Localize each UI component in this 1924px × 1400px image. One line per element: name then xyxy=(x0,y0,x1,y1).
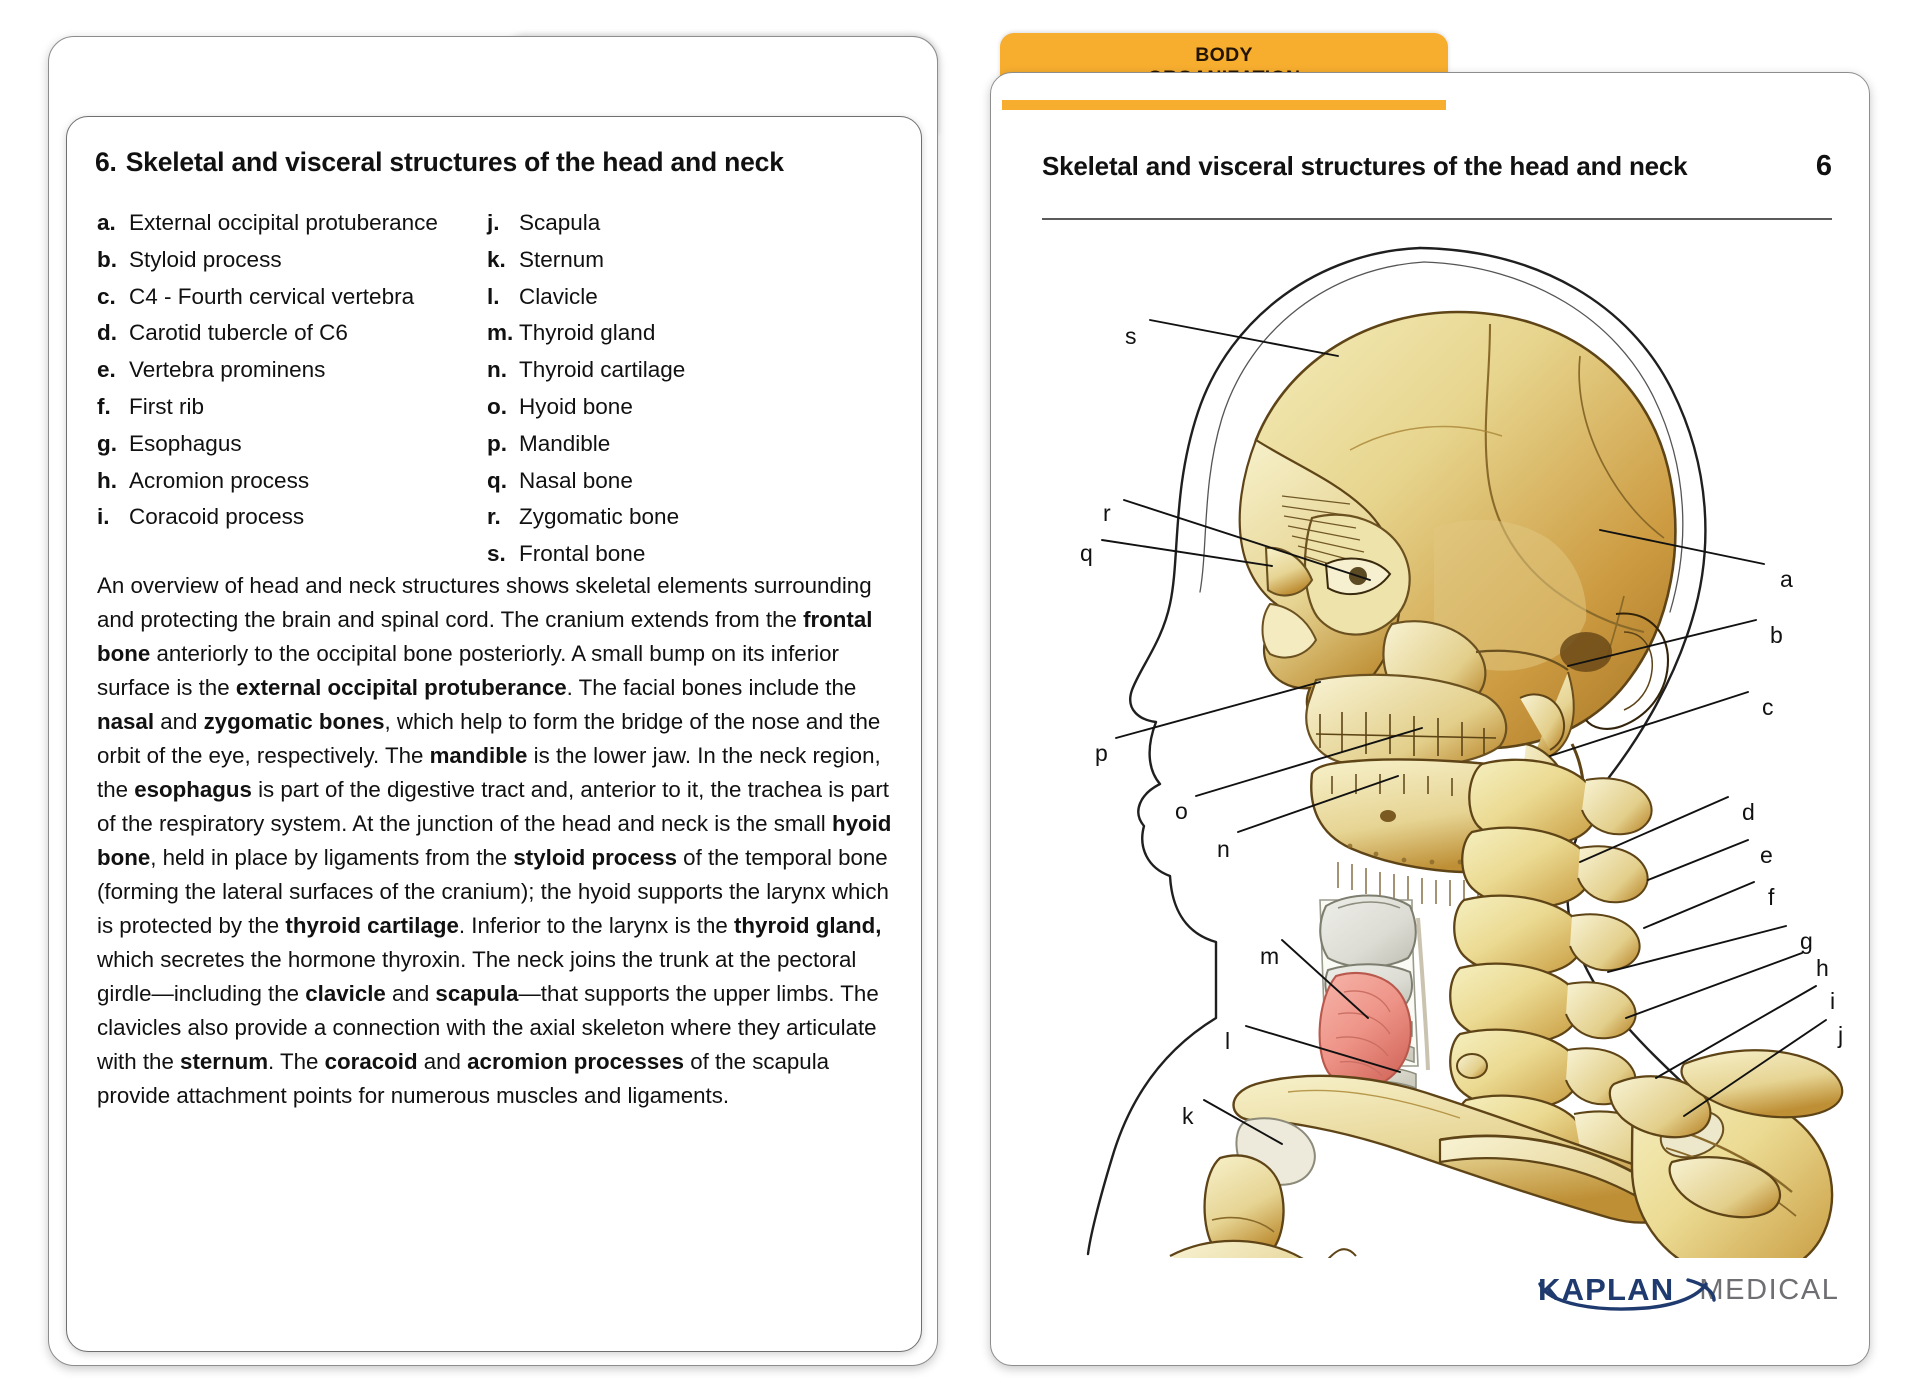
kaplan-medical-logo xyxy=(1538,1262,1840,1318)
key-item-letter: l. xyxy=(487,283,500,309)
key-item-letter: h. xyxy=(97,467,117,493)
diagram-label-r: r xyxy=(1103,500,1111,526)
category-tab-seam xyxy=(1002,100,1446,110)
header-divider xyxy=(1042,218,1832,220)
list-item xyxy=(97,242,497,279)
key-item-label: Coracoid process xyxy=(129,504,305,530)
key-item-letter: f. xyxy=(97,393,111,419)
diagram-label-i: i xyxy=(1830,988,1836,1014)
key-item-label: Scapula xyxy=(519,210,601,235)
left-card-inner-panel xyxy=(66,116,922,1352)
description-paragraph: An overview of head and neck structures shows skeletal elements surrounding and protecting the brain and spinal cord. The cranium extends from the frontal bone anteriorly to the occipital bone posteriorly. A small bump on its inferior surface is the external occipital protuberance. The facial bones include the nasal and zygomatic bones, which help to form the bridge of the nose and the orbit of the eye, respectively. The mandible is the lower jaw. In the neck region, the esophagus is part of the digestive tract and, anterior to it, the trachea is part of the respiratory system. At the junction of the head and neck is the small hyoid bone, held in place by ligaments from the styloid process of the temporal bone (forming the lateral surfaces of the cranium); the hyoid supports the larynx which is protected by the thyroid cartilage. Inferior to the larynx is the thyroid gland, which secretes the hormone thyroxin. The neck joins the trunk at the pectoral girdle—including the clavicle and scapula—that supports the upper limbs. The clavicles also provide a connection with the axial skeleton where they articulate with the sternum. The coracoid and acromion processes of the scapula provide attachment points for numerous muscles and ligaments. xyxy=(97,573,892,1108)
key-item-letter: m. xyxy=(487,320,514,346)
diagram-label-q: q xyxy=(1080,540,1093,566)
diagram-label-o: o xyxy=(1175,798,1188,824)
list-item xyxy=(97,389,497,426)
list-item xyxy=(97,463,497,500)
diagram-label-s: s xyxy=(1125,323,1137,349)
anatomy-illustration xyxy=(1020,228,1860,1258)
key-item-label: C4 - Fourth cervical vertebra xyxy=(129,283,415,309)
list-item xyxy=(487,242,887,279)
list-item xyxy=(97,315,497,352)
key-item-letter: i. xyxy=(97,504,110,530)
key-item-label: Thyroid gland xyxy=(519,320,656,346)
diagram-label-f: f xyxy=(1768,884,1775,910)
list-item xyxy=(97,499,497,536)
category-tab-line1: BODY xyxy=(1195,44,1253,66)
left-card-title xyxy=(95,147,895,178)
list-item xyxy=(97,279,497,316)
key-item-letter: p. xyxy=(487,430,507,456)
key-item-letter: c. xyxy=(97,283,116,309)
list-item xyxy=(487,279,887,316)
list-item xyxy=(487,536,887,573)
list-item xyxy=(97,426,497,463)
list-item xyxy=(97,352,497,389)
diagram-label-g: g xyxy=(1800,928,1813,954)
label-key-column-right xyxy=(487,205,887,573)
key-item-label: First rib xyxy=(129,393,204,419)
list-item xyxy=(487,463,887,500)
diagram-label-b: b xyxy=(1770,622,1783,648)
left-card-title-text: Skeletal and visceral structures of the head and neck xyxy=(125,147,784,177)
key-item-letter: b. xyxy=(97,246,117,272)
key-item-letter: e. xyxy=(97,357,116,383)
key-item-letter: s. xyxy=(487,541,506,567)
key-item-label: Mandible xyxy=(519,430,611,456)
right-card-header xyxy=(1042,150,1832,183)
list-item xyxy=(487,426,887,463)
list-item xyxy=(487,499,887,536)
key-item-letter: d. xyxy=(97,320,117,346)
diagram-label-n: n xyxy=(1217,836,1230,862)
diagram-label-k: k xyxy=(1182,1103,1194,1129)
key-item-letter: n. xyxy=(487,357,507,383)
right-card-title: Skeletal and visceral structures of the head and neck xyxy=(1042,151,1688,181)
list-item xyxy=(97,205,497,242)
key-item-label: Sternum xyxy=(519,246,605,272)
kaplan-medical-text: MEDICAL xyxy=(1699,1273,1840,1306)
key-item-label: Clavicle xyxy=(519,283,598,309)
list-item xyxy=(487,315,887,352)
key-item-letter: q. xyxy=(487,467,507,493)
kaplan-brand-text: KAPLAN xyxy=(1538,1272,1675,1307)
diagram-label-e: e xyxy=(1760,842,1773,868)
left-card-number: 6. xyxy=(95,147,117,177)
key-item-label: Frontal bone xyxy=(519,541,646,567)
key-item-label: Thyroid cartilage xyxy=(519,357,686,383)
key-item-letter: g. xyxy=(97,430,117,456)
label-key-column-left xyxy=(97,205,497,536)
list-item xyxy=(487,352,887,389)
key-item-label: Styloid process xyxy=(129,246,282,272)
list-item xyxy=(487,389,887,426)
key-item-letter: a. xyxy=(97,210,116,235)
diagram-label-l: l xyxy=(1225,1028,1231,1054)
key-item-label: Vertebra prominens xyxy=(129,357,326,383)
key-item-letter: o. xyxy=(487,393,507,419)
diagram-label-h: h xyxy=(1816,955,1829,981)
right-card-number: 6 xyxy=(1815,150,1832,182)
key-item-letter: r. xyxy=(487,504,501,530)
diagram-label-j: j xyxy=(1838,1022,1844,1048)
diagram-label-c: c xyxy=(1762,694,1774,720)
diagram-label-a: a xyxy=(1780,566,1793,592)
key-item-letter: k. xyxy=(487,246,506,272)
list-item xyxy=(487,205,887,242)
diagram-label-d: d xyxy=(1742,799,1755,825)
diagram-label-m: m xyxy=(1260,943,1280,969)
key-item-label: Zygomatic bone xyxy=(519,504,680,530)
key-item-label: Nasal bone xyxy=(519,467,633,493)
key-item-label: Hyoid bone xyxy=(519,393,633,419)
key-item-label: Acromion process xyxy=(129,467,310,493)
diagram-label-p: p xyxy=(1095,740,1108,766)
key-item-label: Carotid tubercle of C6 xyxy=(129,320,348,346)
key-item-label: Esophagus xyxy=(129,430,242,456)
key-item-letter: j. xyxy=(487,210,500,235)
key-item-label: External occipital protuberance xyxy=(129,210,438,235)
